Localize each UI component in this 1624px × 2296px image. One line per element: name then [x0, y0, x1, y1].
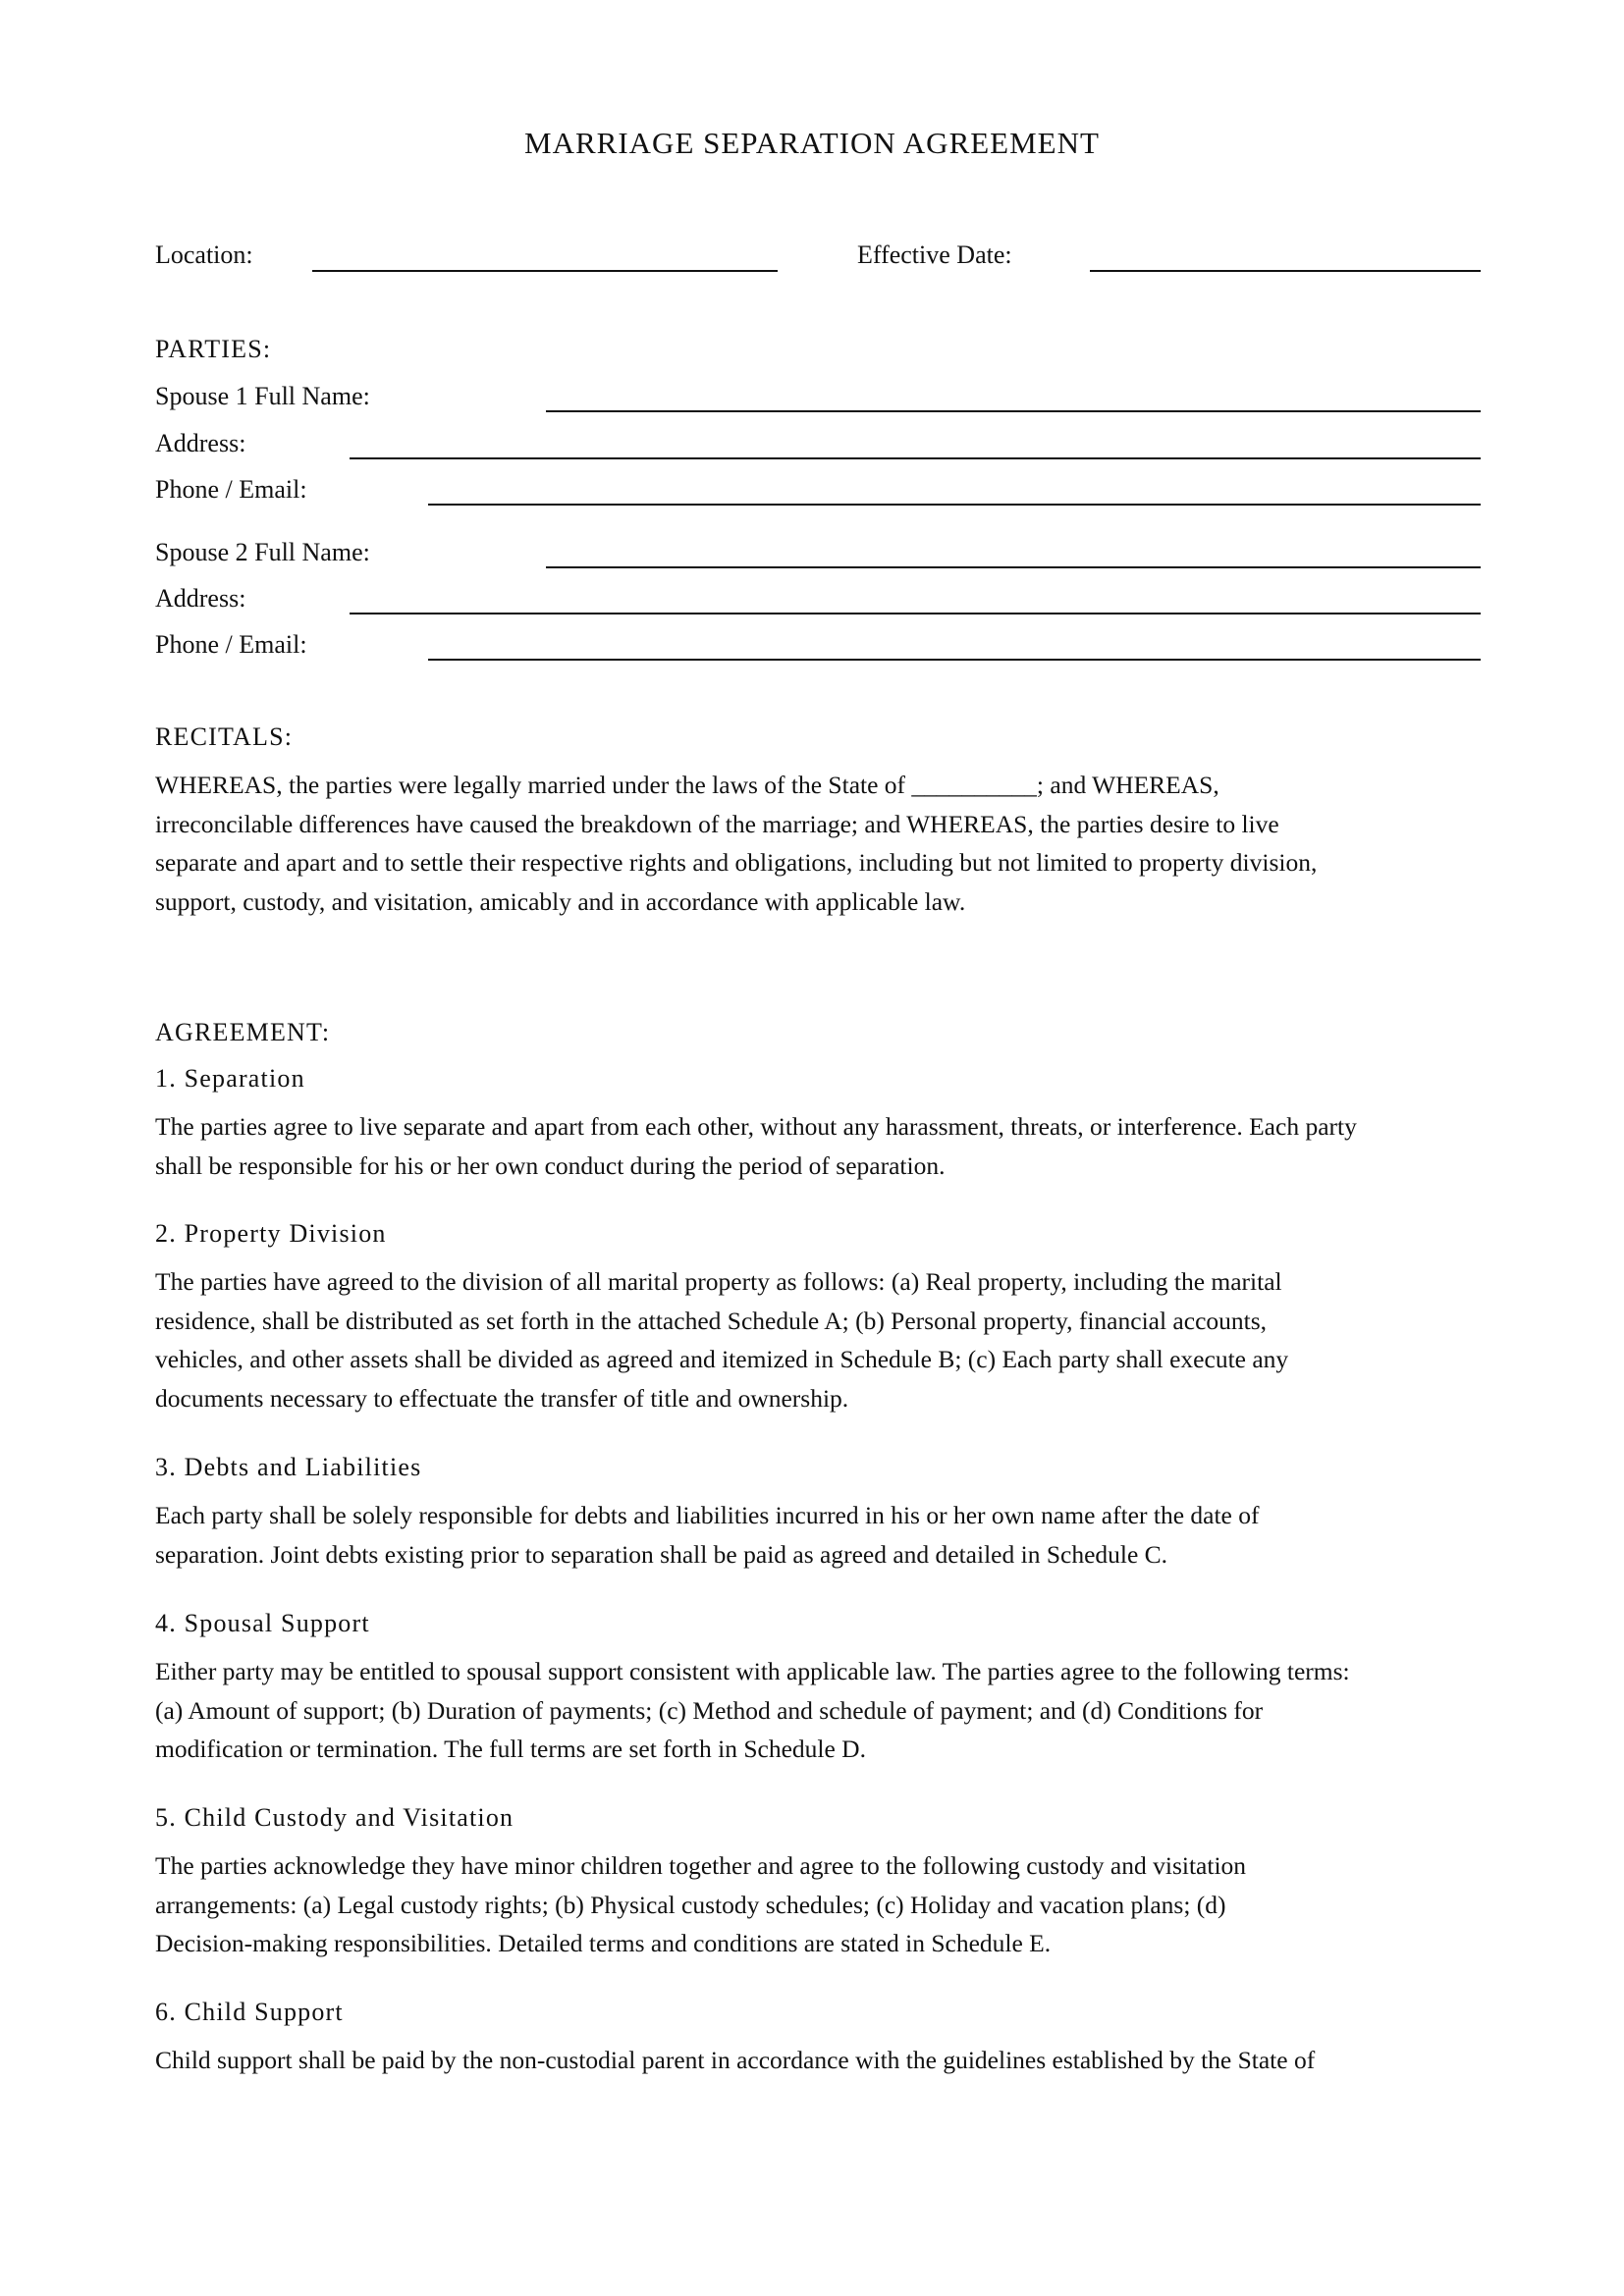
- spouse2-address-label: Address:: [155, 584, 246, 613]
- location-label: Location:: [155, 240, 253, 269]
- spouse1-address-label: Address:: [155, 429, 246, 457]
- section-body-debts: [155, 1496, 1476, 1574]
- spouse1-contact-field[interactable]: [428, 504, 1481, 506]
- spouse2-name-field[interactable]: [546, 566, 1481, 568]
- spouse2-contact-label: Phone / Email:: [155, 630, 307, 659]
- text-line: documents necessary to effectuate the transfer of title and ownership.: [155, 1383, 849, 1413]
- text-line: (a) Amount of support; (b) Duration of payments; (c) Method and schedule of payment; and (d) Conditions for: [155, 1695, 1264, 1725]
- spouse1-contact-label: Phone / Email:: [155, 475, 307, 504]
- spouse2-address-field[interactable]: [350, 613, 1481, 614]
- section-title-child-support: 6. Child Support: [155, 1998, 344, 2026]
- section-body-property-division: [155, 1262, 1476, 1417]
- text-line: Child support shall be paid by the non-custodial parent in accordance with the guidelines established by the State of: [155, 2046, 1316, 2074]
- section-title-property-division: 2. Property Division: [155, 1219, 387, 1248]
- text-line: Either party may be entitled to spousal support consistent with applicable law. The parties agree to the following terms:: [155, 1657, 1350, 1685]
- text-line: irreconcilable differences have caused the breakdown of the marriage; and WHEREAS, the parties desire to live: [155, 809, 1279, 838]
- text-line: The parties acknowledge they have minor children together and agree to the following custody and visitation: [155, 1851, 1247, 1880]
- agreement-heading: AGREEMENT:: [155, 1018, 331, 1046]
- section-title-spousal-support: 4. Spousal Support: [155, 1609, 370, 1637]
- text-line: separation. Joint debts existing prior to separation shall be paid as agreed and detailed in Schedule C.: [155, 1539, 1168, 1569]
- recitals-paragraph: [155, 766, 1476, 921]
- text-line: residence, shall be distributed as set forth in the attached Schedule A; (b) Personal property, financial accounts,: [155, 1306, 1268, 1335]
- parties-heading: PARTIES:: [155, 335, 272, 363]
- spouse2-contact-field[interactable]: [428, 659, 1481, 661]
- section-title-debts: 3. Debts and Liabilities: [155, 1453, 422, 1481]
- recitals-heading: RECITALS:: [155, 722, 294, 751]
- text-line: Decision-making responsibilities. Detailed terms and conditions are stated in Schedule E.: [155, 1929, 1052, 1957]
- section-title-child-custody: 5. Child Custody and Visitation: [155, 1803, 514, 1832]
- section-body-spousal-support: [155, 1652, 1476, 1769]
- spouse2-name-label: Spouse 2 Full Name:: [155, 538, 370, 566]
- section-body-child-custody: [155, 1846, 1476, 1963]
- text-line: modification or termination. The full terms are set forth in Schedule D.: [155, 1735, 866, 1763]
- text-line: arrangements: (a) Legal custody rights; (b) Physical custody schedules; (c) Holiday and vacation plans; (d): [155, 1890, 1226, 1919]
- effective-date-field[interactable]: [1090, 270, 1481, 272]
- text-line: vehicles, and other assets shall be divided as agreed and itemized in Schedule B; (c) Each party shall execute any: [155, 1345, 1289, 1373]
- text-line: shall be responsible for his or her own conduct during the period of separation.: [155, 1150, 946, 1180]
- section-body-child-support: [155, 2041, 1476, 2080]
- effective-date-label: Effective Date:: [857, 240, 1012, 269]
- text-line: WHEREAS, the parties were legally married under the laws of the State of __________; and WHEREAS,: [155, 771, 1219, 799]
- spouse1-name-label: Spouse 1 Full Name:: [155, 382, 370, 410]
- text-line: The parties agree to live separate and apart from each other, without any harassment, threats, or interference. Each party: [155, 1112, 1357, 1141]
- spouse1-name-field[interactable]: [546, 410, 1481, 412]
- text-line: support, custody, and visitation, amicably and in accordance with applicable law.: [155, 886, 966, 916]
- section-body-separation: [155, 1107, 1476, 1185]
- text-line: Each party shall be solely responsible for debts and liabilities incurred in his or her own name after the date of: [155, 1501, 1260, 1529]
- text-line: The parties have agreed to the division of all marital property as follows: (a) Real property, including the marital: [155, 1267, 1282, 1296]
- document-title: MARRIAGE SEPARATION AGREEMENT: [524, 126, 1100, 160]
- spouse1-address-field[interactable]: [350, 457, 1481, 459]
- text-line: separate and apart and to settle their respective rights and obligations, including but not limited to property division,: [155, 848, 1318, 877]
- section-title-separation: 1. Separation: [155, 1064, 305, 1093]
- location-field[interactable]: [312, 270, 778, 272]
